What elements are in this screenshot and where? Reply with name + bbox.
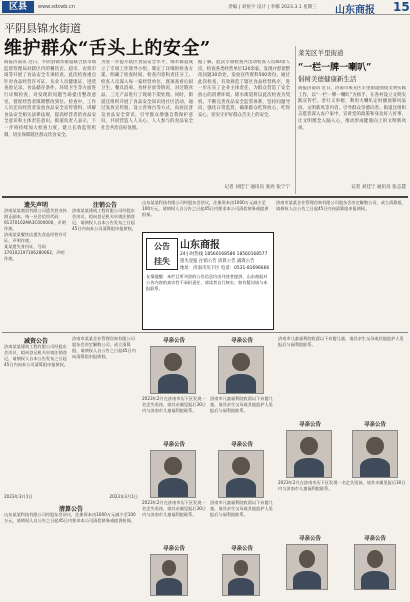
seek-title-3: 寻亲公告 [162, 442, 185, 448]
notice-lost-body: 济南某某商贸有限公司遗失营业执照正副本，统一社会信用代码：91370102MA3C000000，声明作废。 济南某某餐饮店遗失食品经营许可证，声明作废。 某某遗失身份证，号码370102197106280662，声明作废。 [4, 208, 67, 261]
lead-byline: 记者 刘佳宁 通讯员 张亮 张宁宁 [224, 185, 290, 190]
notice-right-top: 济南市某某企业管理咨询有限公司股东会决定解散公司，成立清算组，请债权人自公告之日起45日内向清算组申报债权。 [276, 200, 406, 211]
child-photo-2 [218, 346, 264, 394]
seek-body-3: 2023年2月在济南市历下区发现一名走失男孩，请其亲属见报后30日内与济南市儿童福利院联系。 [142, 500, 206, 517]
ad-hotline: 24小时热线 18560168586 18560168577 [180, 252, 268, 257]
notice-col2-body: 济南某某建筑工程有限公司经股东会决议，拟向登记机关申请注销登记，请债权人自本公告发布之日起45日内向本公司清算组申报债权。 [72, 208, 136, 231]
notice-title-lost: 遗失声明 [23, 202, 48, 209]
notice-clear-body: 山东某某科技有限公司经股东会决议，注册资本由1000万元减少至100万元，请债权人自公告之日起45日内要求本公司清偿债务或提供担保。 [4, 512, 136, 523]
notice-rule [2, 332, 408, 333]
ad-notice-badge [146, 238, 178, 270]
notice-right-lower: 济南市儿童福利院收留以下弃婴儿童，请其亲生父母或其他监护人见报后与福利院联系。 [278, 336, 404, 347]
ad-services: 遗失登报 注销公告 清算公告 减资公告 [180, 259, 255, 264]
child-photo-1 [150, 346, 196, 394]
ad-address: 地址：济南市历下区 电话：0531-81696666 [180, 266, 270, 271]
side-kicker: 莱芜区羊里街道 [298, 49, 344, 57]
ad-disclaimer: 友情提醒：本栏目所刊登的公告信息均由刊登者提供，山东商报对公告内容的真实性不承担责任，请读者自行核实。如有疑问请与本报联系。 [146, 274, 268, 291]
child-photo-6 [222, 554, 260, 596]
seek-body-right: 2023年2月在济南市历下区发现一名走失男孩，请其亲属见报后30日内与济南市儿童福利院联系。 [278, 480, 406, 491]
notice-mid-top: 山东某某科技有限公司经股东会决议，注册资本由1000万元减少至100万元，请债权人自公告之日起45日内要求本公司清偿债务或提供担保。 [142, 200, 269, 217]
child-photo-3 [150, 450, 196, 498]
section-rule [2, 196, 408, 198]
seek-title-7: 寻亲公告 [298, 422, 321, 428]
child-photo-5 [150, 554, 188, 596]
notice-col2-lower: 济南市某某企业管理咨询有限公司股东会决定解散公司，成立清算组，请债权人自公告之日起45日内向清算组申报债权。 [72, 336, 136, 359]
child-photo-10 [354, 544, 396, 590]
side-headline: “一栏一牌一喇叭” [298, 63, 372, 73]
notice-reduce-body: 济南某某建筑工程有限公司经股东会决议，拟向登记机关申请注销登记，请债权人自本公告发布之日起45日内向本公司清算组申报债权。 [4, 344, 68, 367]
ad-badge-line1: 公告 [154, 241, 170, 251]
side-byline: 记者 刘佳宁 通讯员 张志慧 [351, 185, 406, 190]
lead-column-2: 为进一步提升辖区食品安全水平，锦水街道成立了专项工作领导小组，制定了详细的检查方案，明确了检查时间、检查内容和责任分工。检查人员深入每一家经营单位，逐项查看后厨卫生、餐具消毒、食材存放等情况，对过期食品、三无产品进行了现场下架处理。同时，街道还组织开展了食品安全知识进社区活动，通过发放宣传册、设立咨询台等方式，向居民普及食品安全常识，引导群众增强自我保护意识，共同营造人人关心、人人参与的食品安全社会共治良好氛围。 [101, 60, 193, 131]
seek-body-4: 济南市儿童福利院收留以下弃婴儿童，请其亲生父母或其他监护人见报后与福利院联系。 [210, 500, 273, 517]
notice-date-2: 2023年3月1日 [109, 494, 138, 499]
seek-body-2: 济南市儿童福利院收留以下弃婴儿童，请其亲生父母或其他监护人见报后与福利院联系。 [210, 396, 273, 413]
seek-title-1: 寻亲公告 [162, 338, 185, 344]
seek-body-1: 2023年2月在济南市历下区发现一名走失男孩，请其亲属见报后30日内与济南市儿童福利院联系。 [142, 396, 206, 413]
seek-title-4: 寻亲公告 [230, 442, 253, 448]
child-photo-8 [352, 430, 398, 478]
notice-title-cancel: 注销公告 [92, 202, 117, 209]
notice-title-reduce: 减资公告 [23, 338, 48, 345]
page-number: 15 [393, 0, 410, 14]
notice-title-clear: 清算公告 [58, 506, 83, 513]
seek-title-6: 寻亲公告 [230, 546, 253, 552]
site-url[interactable]: www.sdxwb.cn [38, 4, 75, 10]
side-subheadline: 倡树美德健康新生活 [298, 75, 357, 83]
lead-column-1: 商报济南讯 近日，平阴县锦水街道联合县市场监督管理局对辖区内的餐饮店、超市、农贸市场等开展了食品安全专项检查。此次检查重点针对食品经营许可证、从业人员健康证、进货查验记录、食品储存条件、环境卫生等方面进行详细检查，对发现的问题当场提出整改意见，督促经营者限期整改到位。检查中，工作人员还向经营者发放食品安全宣传资料，讲解食品安全相关法律法规，提高经营者的食品安全意识和主体责任意识。街道负责人表示，下一步将持续加大检查力度，建立长效监管机制，切实保障辖区群众饮食安全。 [4, 60, 96, 138]
section-tag: 区县 [2, 1, 34, 13]
seek-title-8: 寻亲公告 [363, 422, 386, 428]
seek-title-5: 寻亲公告 [162, 546, 185, 552]
seek-title-9: 寻亲公告 [298, 536, 321, 542]
page-meta: 责编 | 刘恒宇 设计 | 李娜 2023.3.1 星期三 [228, 5, 317, 10]
lead-column-3: 据了解，此次专项检查共出动检查人员40余人次，检查各类经营单位120余家，发现并督促整改问题30余处，发放宣传资料500余份。通过此次检查，有效规范了辖区食品经营秩序，进一步压实了企业主体责任，为群众营造了安全放心的消费环境。锦水街道将以此次检查为契机，不断完善食品安全监管体系，坚持问题导向，强化日常监管，确保群众吃得放心、吃得安心，切实守护好群众舌尖上的安全。 [198, 60, 290, 118]
ad-badge-line2: 挂失 [154, 256, 170, 266]
side-body: 商报济南讯 近日，济南市莱芜区羊里街道围绕文明实践工作，以“一栏一牌一喇叭”为抓手，在各村设立文明实践宣传栏、善行义举榜，利用大喇叭定时播放移风易俗、文明新风等内容，引导群众崇德向善。街道还组织志愿者深入农户家中，宣讲党的政策和身边好人好事，让文明理念入脑入心，推动形成健康向上的文明新风尚。 [298, 86, 406, 131]
notice-date-1: 2023年3月1日 [4, 494, 33, 499]
child-photo-7 [286, 430, 332, 478]
seek-title-2: 寻亲公告 [230, 338, 253, 344]
seek-title-10: 寻亲公告 [363, 536, 386, 542]
lead-kicker: 平阴县锦水街道 [4, 22, 81, 35]
paper-brand: 山东商报 [335, 5, 375, 16]
column-divider [295, 46, 296, 194]
ad-brand: 山东商报 [180, 240, 220, 251]
child-photo-4 [218, 450, 264, 498]
lead-headline: 维护群众“舌头上的安全” [4, 38, 211, 59]
child-photo-9 [286, 544, 328, 590]
